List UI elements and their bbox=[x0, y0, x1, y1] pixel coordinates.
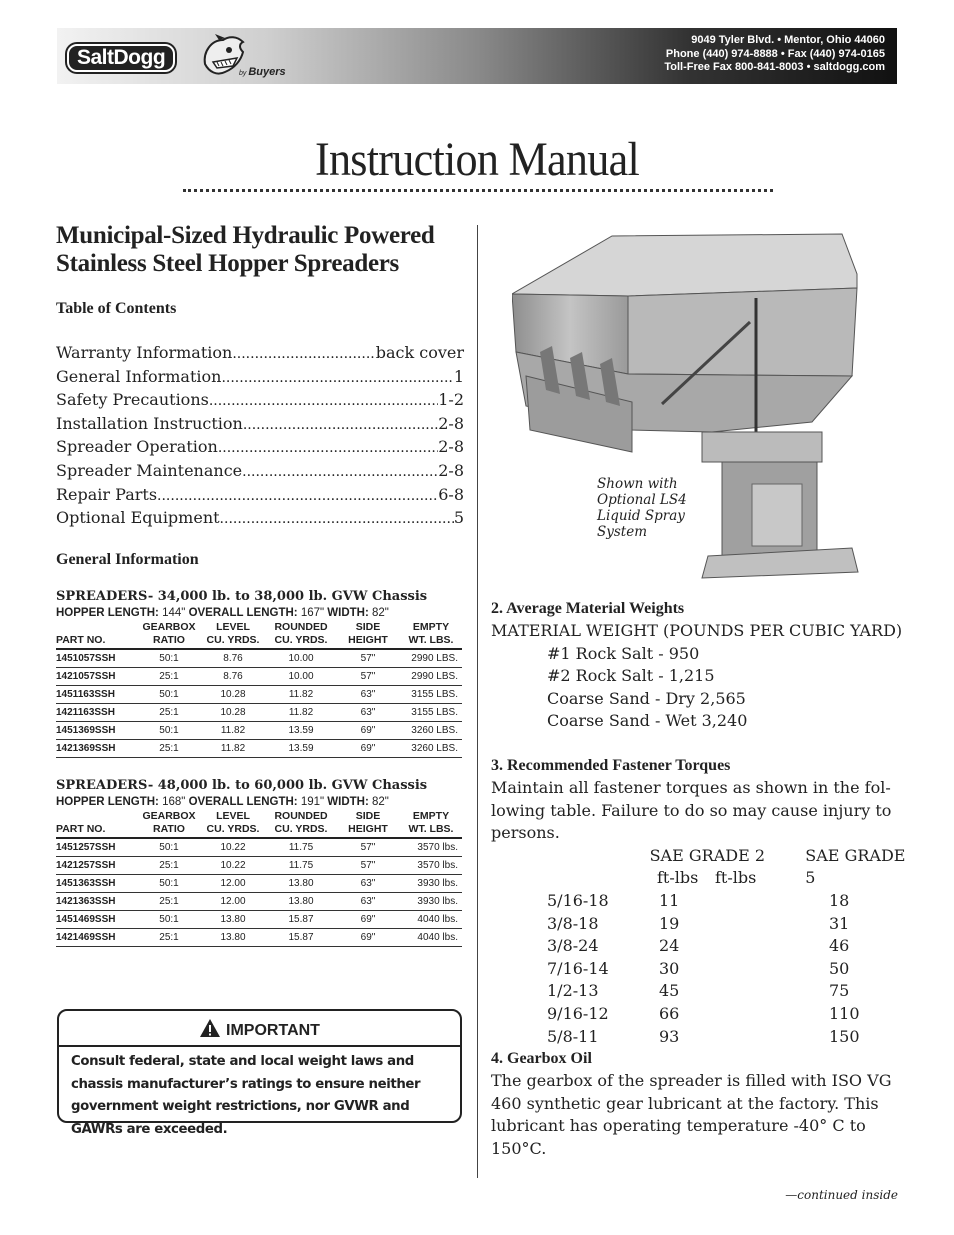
toc-item[interactable] bbox=[56, 507, 464, 531]
grade-5-value: 110 bbox=[829, 1003, 860, 1023]
address-line: 9049 Tyler Blvd. • Mentor, Ohio 44060 bbox=[691, 34, 885, 46]
spec-caption: SPREADERS- 34,000 lb. to 38,000 lb. GVW Chassis bbox=[56, 588, 428, 604]
spec-cell: 3570 lbs. bbox=[400, 838, 462, 857]
section-3-heading: 3. Recommended Fastener Torques bbox=[491, 756, 731, 774]
spec-cell: 3260 LBS. bbox=[400, 739, 462, 757]
spec-cell: 63" bbox=[336, 703, 400, 721]
spec-cell: 2990 LBS. bbox=[400, 667, 462, 685]
grade-2-header: SAE GRADE 2 bbox=[649, 845, 766, 865]
spec-cell: 1451257SSH bbox=[56, 838, 138, 857]
table-of-contents bbox=[56, 342, 464, 531]
spec-cell: 63" bbox=[336, 892, 400, 910]
spec-cell: 57" bbox=[336, 667, 400, 685]
fastener-size: 3/8-24 bbox=[547, 936, 599, 956]
grade-5-value: 50 bbox=[829, 958, 850, 978]
toc-leader bbox=[220, 507, 454, 531]
toc-leader bbox=[157, 484, 438, 508]
important-notice bbox=[57, 1009, 462, 1137]
spec-cell: 13.80 bbox=[200, 910, 266, 928]
spec-cell: 4040 lbs. bbox=[400, 910, 462, 928]
list-item: Coarse Sand - Dry 2,565 bbox=[547, 688, 746, 708]
spec-table bbox=[56, 809, 462, 947]
grade-5-value: 46 bbox=[829, 936, 850, 956]
tollfree-line: Toll-Free Fax 800-841-8003 • saltdogg.com bbox=[664, 61, 885, 73]
spec-col-header: LEVEL CU. YRDS. bbox=[200, 620, 266, 649]
grade-5-unit: ft-lbs bbox=[657, 868, 699, 888]
spec-cell: 50:1 bbox=[138, 685, 200, 703]
toc-heading: Table of Contents bbox=[56, 300, 177, 317]
toc-item-label: Repair Parts bbox=[56, 484, 158, 504]
torque-units bbox=[491, 867, 911, 890]
spec-col-header: ROUNDED CU. YRDS. bbox=[266, 809, 336, 838]
toc-item[interactable] bbox=[56, 460, 464, 484]
spec-cell: 10.00 bbox=[266, 649, 336, 668]
spec-cell: 1421469SSH bbox=[56, 928, 138, 946]
table-row bbox=[56, 739, 462, 757]
table-row bbox=[56, 928, 462, 946]
spec-cell: 25:1 bbox=[138, 703, 200, 721]
spec-cell: 13.80 bbox=[200, 928, 266, 946]
spec-cell: 10.00 bbox=[266, 667, 336, 685]
spec-col-header: LEVEL CU. YRDS. bbox=[200, 809, 266, 838]
important-heading: IMPORTANT bbox=[59, 1018, 460, 1040]
spec-cell: 4040 lbs. bbox=[400, 928, 462, 946]
table-row bbox=[491, 913, 911, 936]
general-info-heading: General Information bbox=[56, 550, 199, 568]
table-row bbox=[56, 874, 462, 892]
spec-cell: 2990 LBS. bbox=[400, 649, 462, 668]
table-row bbox=[491, 1003, 911, 1026]
spec-cell: 10.28 bbox=[200, 703, 266, 721]
spec-cell: 13.80 bbox=[266, 874, 336, 892]
section-2-heading: 2. Average Material Weights bbox=[491, 600, 685, 617]
spec-table bbox=[56, 620, 462, 758]
spec-cell: 63" bbox=[336, 874, 400, 892]
toc-leader bbox=[218, 436, 438, 460]
table-row bbox=[491, 958, 911, 981]
toc-item[interactable] bbox=[56, 484, 464, 508]
table-row bbox=[56, 838, 462, 857]
grade-2-value: 66 bbox=[659, 1003, 680, 1023]
spec-cell: 1421057SSH bbox=[56, 667, 138, 685]
spec-col-header: EMPTY WT. LBS. bbox=[400, 809, 462, 838]
section-3-text: Maintain all fastener torques as shown in the fol-lowing table. Failure to do so may cause injury to persons. bbox=[491, 777, 892, 843]
spec-cell: 13.80 bbox=[266, 892, 336, 910]
fastener-size: 3/8-18 bbox=[547, 913, 599, 933]
spec-cell: 57" bbox=[336, 856, 400, 874]
fastener-size: 9/16-12 bbox=[547, 1003, 609, 1023]
spec-cell: 69" bbox=[336, 910, 400, 928]
spec-cell: 25:1 bbox=[138, 928, 200, 946]
toc-item-label: Spreader Operation bbox=[56, 437, 218, 457]
toc-item[interactable] bbox=[56, 413, 464, 437]
spec-cell: 1421363SSH bbox=[56, 892, 138, 910]
grade-2-value: 11 bbox=[659, 890, 680, 910]
toc-item-page: 1 bbox=[453, 366, 464, 386]
toc-item[interactable] bbox=[56, 436, 464, 460]
spec-cell: 1421257SSH bbox=[56, 856, 138, 874]
spec-cell: 3930 lbs. bbox=[400, 874, 462, 892]
spec-cell: 1451057SSH bbox=[56, 649, 138, 668]
table-row bbox=[56, 703, 462, 721]
table-row bbox=[56, 667, 462, 685]
spec-cell: 1451469SSH bbox=[56, 910, 138, 928]
continued-note: —continued inside bbox=[785, 1188, 898, 1202]
spec-cell: 8.76 bbox=[200, 649, 266, 668]
grade-2-value: 93 bbox=[659, 1026, 680, 1046]
spec-cell: 10.22 bbox=[200, 856, 266, 874]
table-row bbox=[56, 856, 462, 874]
toc-item-label: Spreader Maintenance bbox=[56, 460, 243, 480]
spec-dimensions: HOPPER LENGTH: 144" OVERALL LENGTH: 167" WIDTH: 82" bbox=[56, 606, 389, 619]
contact-info bbox=[664, 34, 885, 75]
logo-wordmark: SaltDogg bbox=[67, 44, 175, 72]
toc-item-page: back cover bbox=[375, 343, 464, 362]
header-banner bbox=[57, 28, 897, 84]
grade-5-value: 150 bbox=[829, 1026, 860, 1046]
spec-table-block bbox=[56, 589, 464, 758]
warning-icon bbox=[199, 1018, 221, 1038]
fastener-size: 5/8-11 bbox=[547, 1026, 599, 1046]
toc-item-page: 5 bbox=[453, 508, 464, 528]
spec-cell: 25:1 bbox=[138, 739, 200, 757]
spec-cell: 15.87 bbox=[266, 910, 336, 928]
spec-cell: 11.75 bbox=[266, 856, 336, 874]
spec-cell: 1451163SSH bbox=[56, 685, 138, 703]
toc-item-label: Warranty Information bbox=[56, 343, 233, 362]
product-title: Municipal-Sized Hydraulic Powered Stainless Steel Hopper Spreaders bbox=[56, 222, 435, 277]
toc-item-label: Installation Instruction bbox=[56, 413, 243, 433]
spec-cell: 50:1 bbox=[138, 721, 200, 739]
spec-cell: 69" bbox=[336, 739, 400, 757]
section-4-text: The gearbox of the spreader is filled with ISO VG 460 synthetic gear lubricant at the factory. This lubricant has operating temperature -40° C to 150°C. bbox=[491, 1071, 892, 1158]
toc-item-page: 2-8 bbox=[438, 413, 464, 433]
material-weight-subheading: MATERIAL WEIGHT (POUNDS PER CUBIC YARD) bbox=[491, 621, 903, 640]
grade-2-value: 24 bbox=[659, 936, 680, 956]
spec-col-header: PART NO. bbox=[56, 620, 138, 649]
spec-col-header: PART NO. bbox=[56, 809, 138, 838]
fastener-size: 5/16-18 bbox=[547, 890, 609, 910]
spec-cell: 3930 lbs. bbox=[400, 892, 462, 910]
table-row bbox=[56, 910, 462, 928]
spec-cell: 25:1 bbox=[138, 667, 200, 685]
toc-item-page: 1-2 bbox=[438, 390, 464, 410]
important-divider bbox=[59, 1045, 460, 1047]
toc-leader bbox=[221, 366, 453, 390]
spec-cell: 11.82 bbox=[200, 739, 266, 757]
important-text: Consult federal, state and local weight laws and chassis manufacturer’s ratings to ensure neither government weight restrictions, nor GVWR and GAWRs are exceeded. bbox=[71, 1054, 421, 1137]
grade-5-value: 18 bbox=[829, 890, 850, 910]
page-title: Instruction Manual bbox=[314, 133, 640, 186]
spec-cell: 15.87 bbox=[266, 928, 336, 946]
toc-item-page: 2-8 bbox=[438, 460, 464, 480]
spec-caption: SPREADERS- 48,000 lb. to 60,000 lb. GVW Chassis bbox=[56, 777, 428, 793]
spec-cell: 11.75 bbox=[266, 838, 336, 857]
spec-cell: 11.82 bbox=[200, 721, 266, 739]
spec-cell: 1451369SSH bbox=[56, 721, 138, 739]
spec-col-header: SIDE HEIGHT bbox=[336, 620, 400, 649]
spec-cell: 10.22 bbox=[200, 838, 266, 857]
spec-dimensions: HOPPER LENGTH: 168" OVERALL LENGTH: 191" WIDTH: 82" bbox=[56, 795, 389, 808]
spec-cell: 3155 LBS. bbox=[400, 703, 462, 721]
table-row bbox=[491, 935, 911, 958]
photo-caption: Shown with Optional LS4 Liquid Spray System bbox=[597, 476, 687, 540]
toc-leader bbox=[232, 342, 375, 366]
torque-rows bbox=[491, 890, 911, 1048]
spec-cell: 3570 lbs. bbox=[400, 856, 462, 874]
toc-item-label: General Information bbox=[56, 366, 222, 386]
table-row bbox=[491, 980, 911, 1003]
toc-leader bbox=[242, 460, 438, 484]
left-column bbox=[56, 222, 464, 947]
spec-cell: 50:1 bbox=[138, 838, 200, 857]
grade-5-header: SAE GRADE 5 bbox=[805, 845, 906, 888]
toc-item-page: 6-8 bbox=[438, 484, 464, 504]
spec-col-header: ROUNDED CU. YRDS. bbox=[266, 620, 336, 649]
list-item: #2 Rock Salt - 1,215 bbox=[547, 666, 715, 686]
spec-cell: 12.00 bbox=[200, 874, 266, 892]
fastener-size: 7/16-14 bbox=[547, 958, 609, 978]
spec-cell: 63" bbox=[336, 685, 400, 703]
spec-cell: 57" bbox=[336, 649, 400, 668]
spreader-photo bbox=[512, 226, 862, 586]
table-row bbox=[56, 721, 462, 739]
toc-item-label: Optional Equipment bbox=[56, 508, 220, 528]
title-divider bbox=[183, 189, 773, 192]
logo-byline: by Buyers bbox=[239, 66, 286, 78]
spec-cell: 25:1 bbox=[138, 856, 200, 874]
table-row bbox=[56, 649, 462, 668]
spec-cell: 69" bbox=[336, 721, 400, 739]
section-4-heading: 4. Gearbox Oil bbox=[491, 1050, 592, 1068]
toc-item[interactable] bbox=[56, 366, 464, 390]
saltdogg-logo[interactable] bbox=[67, 38, 292, 78]
toc-item-label: Safety Precautions bbox=[56, 390, 209, 410]
toc-leader bbox=[209, 389, 438, 413]
spec-col-header: GEARBOX RATIO bbox=[138, 809, 200, 838]
spec-cell: 1421163SSH bbox=[56, 703, 138, 721]
right-column bbox=[491, 598, 911, 1160]
spec-col-header: GEARBOX RATIO bbox=[138, 620, 200, 649]
torque-table bbox=[491, 845, 911, 1048]
toc-item-page: 2-8 bbox=[438, 437, 464, 457]
spec-cell: 50:1 bbox=[138, 649, 200, 668]
list-item: Coarse Sand - Wet 3,240 bbox=[547, 711, 748, 731]
spec-cell: 13.59 bbox=[266, 721, 336, 739]
material-weight-list bbox=[491, 643, 911, 733]
grade-2-value: 30 bbox=[659, 958, 680, 978]
table-row bbox=[491, 890, 911, 913]
spec-cell: 50:1 bbox=[138, 874, 200, 892]
grade-5-value: 31 bbox=[829, 913, 850, 933]
fastener-size: 1/2-13 bbox=[547, 981, 599, 1001]
spec-cell: 1451363SSH bbox=[56, 874, 138, 892]
spec-cell: 57" bbox=[336, 838, 400, 857]
spec-table-block bbox=[56, 778, 464, 947]
spec-cell: 25:1 bbox=[138, 892, 200, 910]
toc-leader bbox=[243, 413, 438, 437]
spec-cell: 3155 LBS. bbox=[400, 685, 462, 703]
grade-5-value: 75 bbox=[829, 981, 850, 1001]
column-divider bbox=[477, 225, 478, 1178]
spec-cell: 8.76 bbox=[200, 667, 266, 685]
spec-cell: 11.82 bbox=[266, 703, 336, 721]
spec-cell: 10.28 bbox=[200, 685, 266, 703]
spec-cell: 11.82 bbox=[266, 685, 336, 703]
phone-line: Phone (440) 974-8888 • Fax (440) 974-0165 bbox=[665, 47, 885, 60]
spec-col-header: SIDE HEIGHT bbox=[336, 809, 400, 838]
spec-cell: 50:1 bbox=[138, 910, 200, 928]
toc-item[interactable] bbox=[56, 389, 464, 413]
grade-2-value: 19 bbox=[659, 913, 680, 933]
list-item: #1 Rock Salt - 950 bbox=[547, 643, 700, 663]
spec-cell: 3260 LBS. bbox=[400, 721, 462, 739]
table-row bbox=[56, 892, 462, 910]
grade-2-value: 45 bbox=[659, 981, 680, 1001]
table-row bbox=[56, 685, 462, 703]
toc-item[interactable] bbox=[56, 342, 464, 366]
spec-cell: 12.00 bbox=[200, 892, 266, 910]
grade-2-unit: ft-lbs bbox=[715, 868, 757, 888]
spec-cell: 1421369SSH bbox=[56, 739, 138, 757]
spec-cell: 69" bbox=[336, 928, 400, 946]
table-row bbox=[491, 1026, 911, 1049]
spec-tables bbox=[56, 589, 464, 947]
spec-col-header: EMPTY WT. LBS. bbox=[400, 620, 462, 649]
spec-cell: 13.59 bbox=[266, 739, 336, 757]
